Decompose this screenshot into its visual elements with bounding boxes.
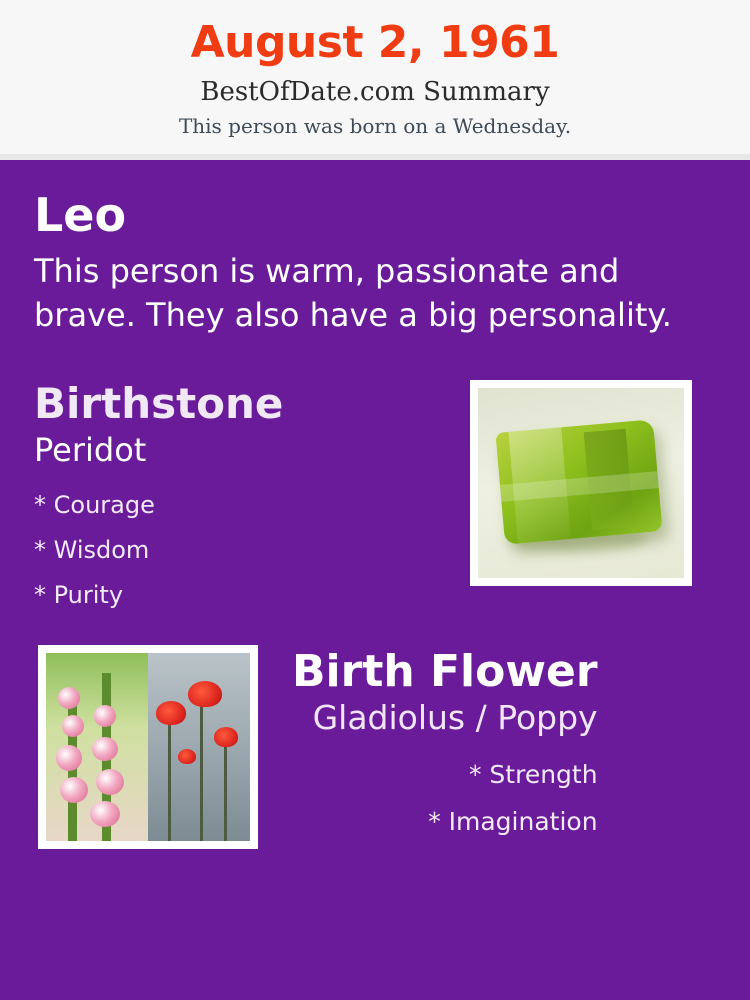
birthstone-image-frame — [470, 380, 692, 586]
birth-flower-trait: * Imagination — [428, 806, 598, 836]
birthstone-trait: * Purity — [34, 580, 124, 609]
gem-facet — [584, 428, 634, 530]
birthstone-name: Peridot — [34, 431, 147, 470]
poppy-bloom — [156, 701, 186, 725]
gladiolus-bloom — [56, 745, 82, 771]
gladiolus-bloom — [94, 705, 116, 727]
poppy-photo-half — [148, 653, 250, 841]
gladiolus-bloom — [58, 687, 80, 709]
birth-flower-heading: Birth Flower — [292, 645, 598, 697]
birthstone-heading: Birthstone — [34, 378, 284, 428]
header — [0, 0, 750, 160]
birth-flower-text-block — [292, 645, 598, 834]
gladiolus-and-poppy-image — [46, 653, 250, 841]
gem-shape — [495, 419, 662, 544]
birthstone-text-block — [34, 380, 283, 607]
birthstone-section — [34, 380, 716, 607]
poppy-bloom — [214, 727, 238, 747]
birth-flower-trait: * Strength — [468, 759, 598, 789]
poppy-stem — [224, 741, 227, 841]
gladiolus-bloom — [60, 777, 88, 803]
peridot-gemstone-image — [478, 388, 684, 578]
birth-flower-name: Gladiolus / Poppy — [312, 697, 598, 737]
birthstone-trait: * Wisdom — [34, 535, 150, 564]
zodiac-sign-name: Leo — [34, 187, 127, 242]
page-title: August 2, 1961 — [190, 17, 560, 68]
gladiolus-bloom — [90, 801, 120, 827]
gladiolus-bloom — [96, 769, 124, 795]
birth-flower-image-frame — [38, 645, 258, 849]
gladiolus-photo-half — [46, 653, 148, 841]
site-summary-label: BestOfDate.com Summary — [200, 76, 550, 107]
poppy-stem — [200, 699, 203, 841]
birth-flower-section — [34, 645, 716, 849]
poppy-bloom — [188, 681, 222, 707]
zodiac-description: This person is warm, passionate and brave. They also have a big personality. — [34, 252, 672, 335]
birth-day-note: This person was born on a Wednesday. — [178, 113, 572, 138]
poppy-bud — [178, 749, 196, 764]
zodiac-section — [34, 187, 716, 338]
content-body — [0, 160, 750, 1000]
gladiolus-bloom — [92, 737, 118, 761]
birthstone-trait: * Courage — [34, 490, 155, 519]
poppy-stem — [168, 721, 171, 841]
gladiolus-bloom — [62, 715, 84, 737]
